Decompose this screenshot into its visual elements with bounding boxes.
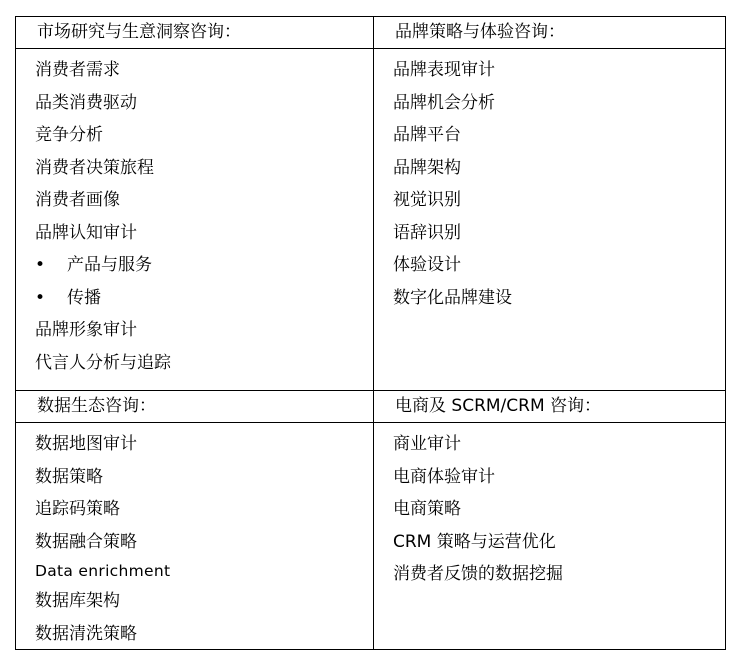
list-item: 消费者画像 bbox=[35, 190, 120, 210]
list-item: 品牌表现审计 bbox=[393, 60, 495, 80]
list-item: 商业审计 bbox=[393, 434, 461, 454]
list-item: 消费者需求 bbox=[35, 60, 120, 80]
data-ecosystem-header bbox=[16, 391, 374, 423]
list-item: 竞争分析 bbox=[35, 125, 103, 145]
list-item: 电商体验审计 bbox=[393, 466, 495, 487]
list-item: 体验设计 bbox=[393, 255, 461, 275]
market-research-header-text: 市场研究与生意洞察咨询： bbox=[37, 22, 241, 42]
list-item: 品类消费驱动 bbox=[35, 92, 137, 113]
ecommerce-crm-header bbox=[374, 391, 725, 423]
bullet-icon: • bbox=[35, 287, 46, 308]
list-item: CRM 策略与运营优化 bbox=[393, 531, 556, 552]
list-item: 追踪码策略 bbox=[35, 499, 120, 519]
bullet-list-item: • 传播 bbox=[16, 282, 373, 315]
brand-strategy-list bbox=[374, 49, 725, 391]
list-item: 品牌平台 bbox=[393, 125, 461, 145]
list-item: 数据库架构 bbox=[35, 591, 120, 611]
bullet-list-item: • 产品与服务 bbox=[16, 249, 373, 282]
list-item: 品牌认知审计 bbox=[35, 222, 137, 243]
list-item: 消费者反馈的数据挖掘 bbox=[393, 564, 563, 584]
brand-strategy-header-text: 品牌策略与体验咨询： bbox=[395, 22, 565, 42]
data-ecosystem-header-text: 数据生态咨询： bbox=[37, 396, 156, 416]
market-research-list bbox=[16, 49, 374, 391]
list-item: 品牌形象审计 bbox=[35, 320, 137, 340]
services-table bbox=[15, 16, 726, 650]
list-item: 品牌架构 bbox=[393, 157, 461, 178]
market-research-header bbox=[16, 17, 374, 49]
ecommerce-crm-list bbox=[374, 423, 725, 649]
list-item: 语辞识别 bbox=[393, 222, 461, 243]
list-item: 消费者决策旅程 bbox=[35, 157, 154, 178]
data-ecosystem-list bbox=[16, 423, 374, 649]
list-item: 数据融合策略 bbox=[35, 531, 137, 552]
list-item: 数据地图审计 bbox=[35, 434, 137, 454]
list-item: 视觉识别 bbox=[393, 190, 461, 210]
list-item: 数据清洗策略 bbox=[35, 623, 137, 644]
list-item: 代言人分析与追踪 bbox=[35, 352, 171, 373]
list-item: 数据策略 bbox=[35, 466, 103, 487]
ecommerce-crm-header-text: 电商及 SCRM/CRM 咨询： bbox=[395, 396, 602, 416]
bullet-icon: • bbox=[35, 255, 46, 275]
brand-strategy-header bbox=[374, 17, 725, 49]
list-item: Data enrichment bbox=[35, 562, 171, 580]
list-item: 数字化品牌建设 bbox=[393, 287, 512, 308]
list-item: 品牌机会分析 bbox=[393, 92, 495, 113]
list-item: 电商策略 bbox=[393, 499, 461, 519]
